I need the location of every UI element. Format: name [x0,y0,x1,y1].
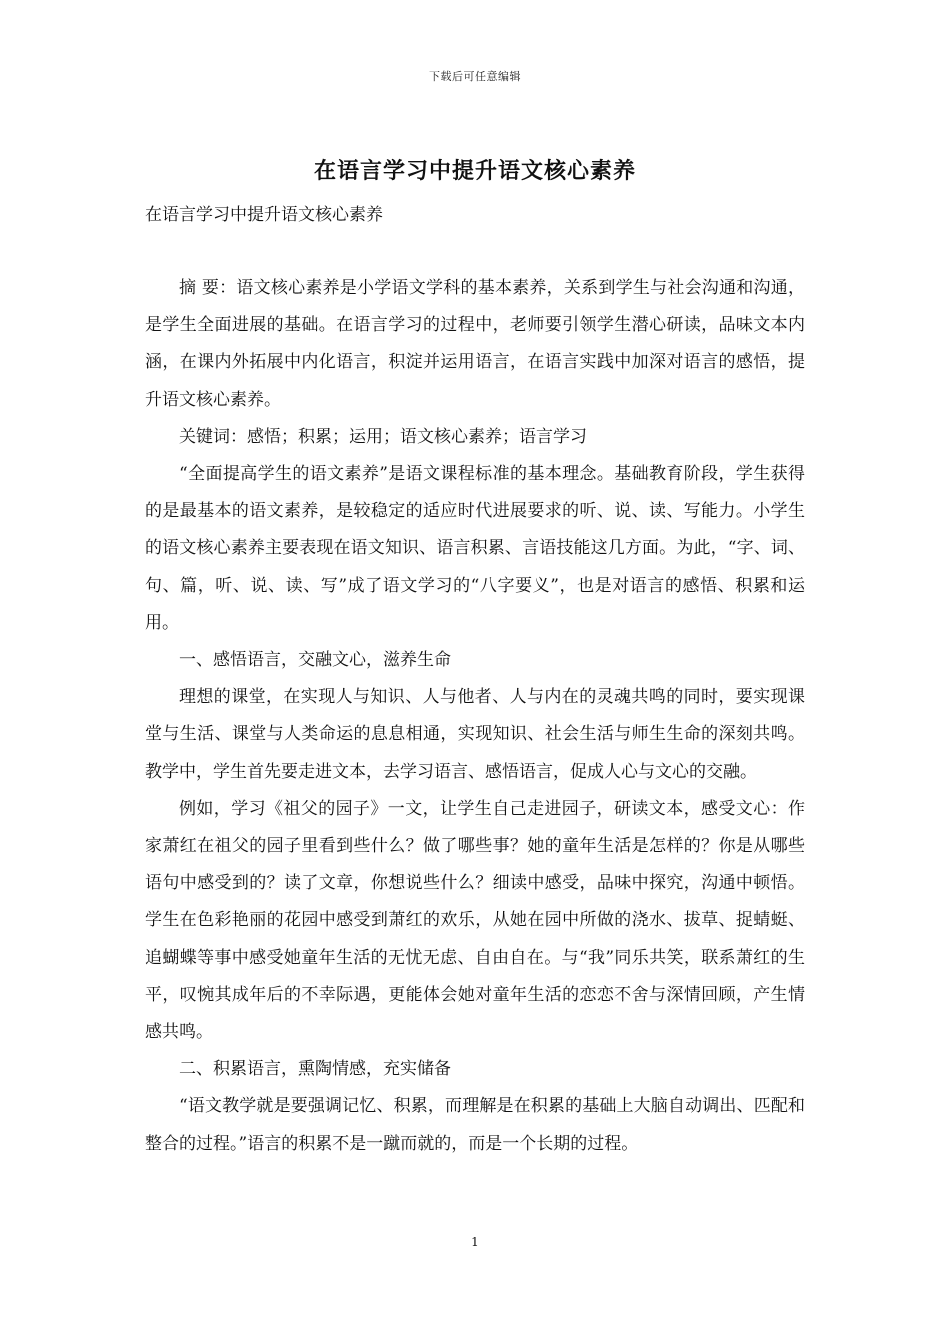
keywords-paragraph: 关键词：感悟；积累；运用；语文核心素养；语言学习 [179,426,587,447]
section-heading: 二、积累语言，熏陶情感，充实储备 [179,1059,451,1080]
page-number: 1 [471,1235,479,1249]
body-paragraph: “全面提高学生的语文素养”是语文课程标准的基本理念。基础教育阶段，学生获得的是最基本的语文素养，是较稳定的适应时代进展要求的听、说、读、写能力。小学生的语文核心素养主要表现在语文知识、语言积累、言语技能这几方面。为此，“字、词、句、篇，听、说、读、写”成了语文学习的“八字要义”，也是对语言的感悟、积累和运用。 [145,464,805,633]
body-paragraph: “语文教学就是要强调记忆、积累，而理解是在积累的基础上大脑自动调出、匹配和整合的过程。”语言的积累不是一蹴而就的，而是一个长期的过程。 [145,1096,805,1154]
body-paragraph: 理想的课堂，在实现人与知识、人与他者、人与内在的灵魂共鸣的同时，要实现课堂与生活、课堂与人类命运的息息相通，实现知识、社会生活与师生生命的深刻共鸣。教学中，学生首先要走进文本，去学习语言、感悟语言，促成人心与文心的交融。 [145,687,805,782]
page-header: 下载后可任意编辑 [429,70,521,83]
body-paragraph: 例如，学习《祖父的园子》一文，让学生自己走进园子，研读文本，感受文心：作家萧红在祖父的园子里看到些什么？做了哪些事？她的童年生活是怎样的？你是从哪些语句中感受到的？读了文章，你想说些什么？细读中感受，品味中探究，沟通中顿悟。学生在色彩艳丽的花园中感受到萧红的欢乐，从她在园中所做的浇水、拔草、捉蜻蜓、追蝴蝶等事中感受她童年生活的无忧无虑、自由自在。与“我”同乐共笑，联系萧红的生平，叹惋其成年后的不幸际遇，更能体会她对童年生活的恋恋不舍与深情回顾，产生情感共鸣。 [145,798,805,1043]
document-title: 在语言学习中提升语文核心素养 [313,158,636,184]
document-subtitle: 在语言学习中提升语文核心素养 [145,205,383,225]
abstract-paragraph: 摘 要：语文核心素养是小学语文学科的基本素养，关系到学生与社会沟通和沟通，是学生全面进展的基础。在语言学习的过程中，老师要引领学生潜心研读，品味文本内涵，在课内外拓展中内化语言，积淀并运用语言，在语言实践中加深对语言的感悟，提升语文核心素养。 [145,278,805,410]
section-heading: 一、感悟语言，交融文心，滋养生命 [179,650,451,671]
document-body [145,270,805,1163]
